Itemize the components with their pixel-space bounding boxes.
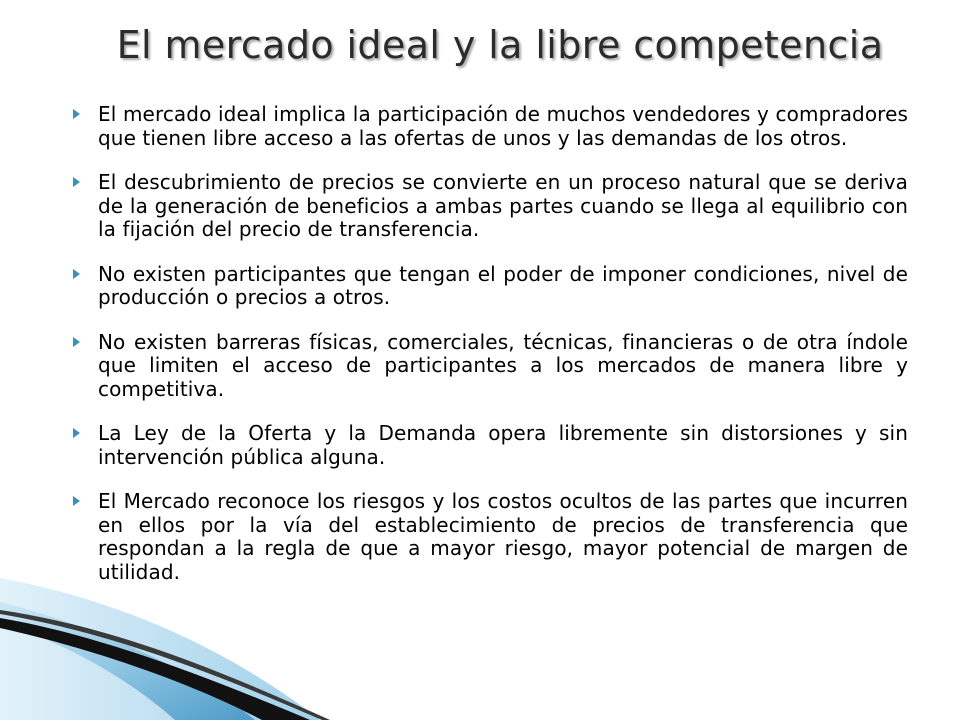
bullet-list bbox=[70, 103, 908, 605]
bullet-item bbox=[70, 331, 908, 402]
bullet-item bbox=[70, 490, 908, 584]
triangle-bullet-icon bbox=[73, 337, 80, 347]
triangle-bullet-icon bbox=[73, 496, 80, 506]
bullet-text: La Ley de la Oferta y la Demanda opera libremente sin distorsiones y sin intervención pública alguna. bbox=[98, 421, 908, 469]
bullet-text: El mercado ideal implica la participación de muchos vendedores y compradores que tienen libre acceso a las ofertas de unos y las demandas de los otros. bbox=[98, 102, 908, 150]
bullet-item bbox=[70, 263, 908, 310]
slide-title: El mercado ideal y la libre competencia bbox=[116, 23, 884, 67]
bullet-text: El descubrimiento de precios se convierte en un proceso natural que se deriva de la generación de beneficios a ambas partes cuando se llega al equilibrio con la fijación del precio de transferencia. bbox=[98, 170, 908, 241]
triangle-bullet-icon bbox=[73, 177, 80, 187]
bullet-text: No existen barreras físicas, comerciales, técnicas, financieras o de otra índole que limiten el acceso de participantes a los mercados de manera libre y competitiva. bbox=[98, 329, 908, 401]
triangle-bullet-icon bbox=[73, 109, 80, 119]
bullet-text: El Mercado reconoce los riesgos y los costos ocultos de las partes que incurren en ellos por la vía del establecimiento de precios de transferencia que respondan a la regla de que a mayor riesgo, mayor potencial de margen de utilidad. bbox=[98, 489, 908, 584]
bullet-text: No existen participantes que tengan el poder de imponer condiciones, nivel de producción o precios a otros. bbox=[98, 261, 908, 309]
triangle-bullet-icon bbox=[73, 269, 80, 279]
bullet-item bbox=[70, 422, 908, 469]
triangle-bullet-icon bbox=[73, 428, 80, 438]
bullet-item bbox=[70, 171, 908, 242]
bullet-item bbox=[70, 103, 908, 150]
